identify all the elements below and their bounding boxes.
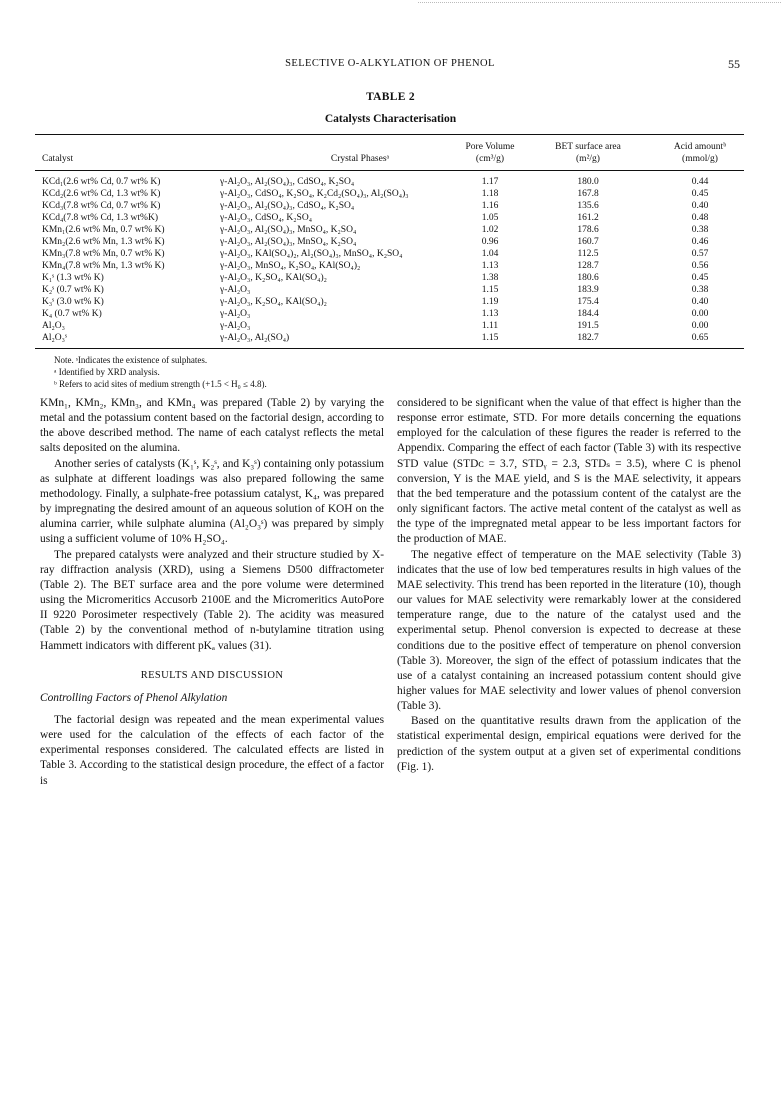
cell-crystal-phases: γ-Al₂O₃, Al₂(SO₄)₃, CdSO₄, K₂SO₄: [220, 177, 355, 187]
cell-pore-volume: 1.05: [481, 213, 499, 223]
paragraph: KMn₁, KMn₂, KMn₃, and KMn₄ was prepared (Table 2) by varying the metal and the potassium content based on the factorial design, according to the above described method. The name of each catalyst reflects the metal salts deposited on the alumina.: [40, 397, 384, 455]
page-header: [40, 58, 740, 74]
cell-pore-volume: 1.17: [481, 177, 499, 187]
section-heading: RESULTS AND DISCUSSION: [140, 669, 284, 681]
cell-bet: 180.6: [577, 273, 599, 283]
paragraph: The prepared catalysts were analyzed and their structure studied by X-ray diffraction analysis (XRD), using a Siemens D500 diffractometer (Table 2). The BET surface area and the pore volume were determined using the Micromeritics Accusorb 2100E and the Micromeritics AutoPore II 9220 Porosimeter respectively (Table 2). The acidity was measured (Table 2) by the conventional method of n-butylamine titration using Hammett indicators with different pKₐ values (31).: [40, 548, 384, 652]
cell-acid: 0.40: [691, 297, 709, 307]
cell-bet: 182.7: [577, 333, 599, 343]
table-caption: Catalysts Characterisation: [324, 113, 457, 125]
cell-crystal-phases: γ-Al₂O₃, K₂SO₄, KAl(SO₄)₂: [220, 297, 327, 307]
cell-bet: 180.0: [577, 177, 599, 187]
header-acid-amount: [660, 141, 740, 165]
cell-bet: 178.6: [577, 225, 599, 235]
table-row: [0, 332, 781, 344]
cell-catalyst: Al₂O₃: [42, 321, 65, 331]
cell-catalyst: KMn₃(7.8 wt% Mn, 0.7 wt% K): [42, 249, 165, 259]
left-column: [40, 396, 384, 789]
cell-acid: 0.56: [691, 261, 709, 271]
cell-acid: 0.38: [691, 285, 709, 295]
table-top-rule: [35, 134, 744, 135]
paragraph: The negative effect of temperature on the MAE selectivity (Table 3) indicates that the use of low bed temperatures results in high values of the MAE selectivity. This trend has been reported in the literature (10), though our values for MAE selectivity were remarkably lower at the considered temperature range, due to the nature of the catalyst used and the experimental setup. Phenol conversion is expected to decrease at these conditions due to the positive effect of temperature on phenol conversion (Table 3). Moreover, the sign of the effect of potassium indicates that the use of a catalyst containing an increased potassium content should give higher values for MAE selectivity and lower values of phenol conversion (Table 3).: [397, 548, 741, 713]
cell-crystal-phases: γ-Al₂O₃: [220, 321, 251, 331]
cell-pore-volume: 1.13: [481, 261, 499, 271]
cell-pore-volume: 1.15: [481, 333, 499, 343]
paragraph: The factorial design was repeated and the mean experimental values were used for the calculation of the effects of each factor of the experimental responses considered. The calculated effects are listed in Table 3. According to the statistical design procedure, the effect of a factor is: [40, 713, 384, 787]
cell-acid: 0.46: [691, 237, 709, 247]
cell-catalyst: KMn₁(2.6 wt% Mn, 0.7 wt% K): [42, 225, 165, 235]
table-note: ᵇ Refers to acid sites of medium strength (+1.5 < H₀ ≤ 4.8).: [54, 379, 267, 389]
cell-bet: 161.2: [577, 213, 599, 223]
cell-catalyst: K₁ˢ (1.3 wt% K): [42, 273, 104, 283]
cell-bet: 184.4: [577, 309, 599, 319]
header-acid-line2: (mmol/g): [682, 154, 718, 164]
header-pore-volume-line2: (cm³/g): [475, 154, 505, 164]
cell-bet: 112.5: [577, 249, 599, 259]
cell-catalyst: K₃ˢ (3.0 wt% K): [42, 297, 104, 307]
cell-acid: 0.44: [691, 177, 709, 187]
cell-bet: 183.9: [577, 285, 599, 295]
cell-bet: 191.5: [577, 321, 599, 331]
table-row: [0, 248, 781, 260]
cell-bet: 160.7: [577, 237, 599, 247]
cell-crystal-phases: γ-Al₂O₃, CdSO₄, K₂SO₄, K₂Cd₂(SO₄)₃, Al₂(SO₄)₃: [220, 189, 409, 199]
cell-catalyst: KCd₃(7.8 wt% Cd, 0.7 wt% K): [42, 201, 161, 211]
cell-bet: 167.8: [577, 189, 599, 199]
cell-bet: 128.7: [577, 261, 599, 271]
paragraph: Based on the quantitative results drawn from the application of the statistical experimental design, empirical equations were derived for the prediction of the system output at a given set of experimental conditions (Fig. 1).: [397, 715, 741, 773]
cell-crystal-phases: γ-Al₂O₃, CdSO₄, K₂SO₄: [220, 213, 313, 223]
table-row: [0, 176, 781, 188]
header-pore-volume: [455, 141, 525, 165]
cell-crystal-phases: γ-Al₂O₃: [220, 285, 251, 295]
cell-bet: 135.6: [577, 201, 599, 211]
header-crystal-phases: Crystal Phasesᵃ: [330, 154, 390, 164]
table-note: Note. ˢIndicates the existence of sulphates.: [54, 355, 208, 365]
table-label: TABLE 2: [366, 91, 415, 103]
table-row: [0, 260, 781, 272]
cell-crystal-phases: γ-Al₂O₃, Al₂(SO₄)₃, CdSO₄, K₂SO₄: [220, 201, 355, 211]
cell-pore-volume: 1.13: [481, 309, 499, 319]
table-row: [0, 224, 781, 236]
table-row: [0, 200, 781, 212]
running-title: SELECTIVE O-ALKYLATION OF PHENOL: [285, 58, 495, 69]
cell-pore-volume: 1.18: [481, 189, 499, 199]
cell-pore-volume: 1.04: [481, 249, 499, 259]
paragraph: Another series of catalysts (K₁ˢ, K₂ˢ, and K₃ˢ) containing only potassium as sulphate at different loadings was also prepared following the same methodology. Finally, a sulphate-free potassium catalyst, K₄, was prepared by impregnating the desired amount of an aqueous solution of KOH on the alumina carrier, while sulphate alumina (Al₂O₃ˢ) was prepared by simply using a sufficient volume of 10% H₂SO₄.: [40, 457, 384, 546]
cell-acid: 0.45: [691, 189, 709, 199]
table-row: [0, 236, 781, 248]
cell-pore-volume: 1.16: [481, 201, 499, 211]
table-row: [0, 272, 781, 284]
cell-catalyst: KCd₁(2.6 wt% Cd, 0.7 wt% K): [42, 177, 161, 187]
cell-catalyst: K₂ˢ (0.7 wt% K): [42, 285, 104, 295]
cell-crystal-phases: γ-Al₂O₃, Al₂(SO₄)₃, MnSO₄, K₂SO₄: [220, 225, 357, 235]
table-notes: [54, 354, 267, 390]
cell-acid: 0.65: [691, 333, 709, 343]
cell-acid: 0.57: [691, 249, 709, 259]
cell-catalyst: KMn₄(7.8 wt% Mn, 1.3 wt% K): [42, 261, 165, 271]
cell-catalyst: Al₂O₃ˢ: [42, 333, 68, 343]
cell-pore-volume: 0.96: [481, 237, 499, 247]
cell-crystal-phases: γ-Al₂O₃, KAl(SO₄)₂, Al₂(SO₄)₃, MnSO₄, K₂SO₄: [220, 249, 403, 259]
cell-crystal-phases: γ-Al₂O₃, K₂SO₄, KAl(SO₄)₂: [220, 273, 327, 283]
subsection-heading: Controlling Factors of Phenol Alkylation: [40, 691, 228, 704]
cell-pore-volume: 1.19: [481, 297, 499, 307]
cell-catalyst: KMn₂(2.6 wt% Mn, 1.3 wt% K): [42, 237, 165, 247]
header-bet-line2: (m²/g): [576, 154, 600, 164]
table-note: ᵃ Identified by XRD analysis.: [54, 367, 160, 377]
cell-catalyst: KCd₄(7.8 wt% Cd, 1.3 wt%K): [42, 213, 158, 223]
cell-crystal-phases: γ-Al₂O₃, MnSO₄, K₂SO₄, KAl(SO₄)₂: [220, 261, 361, 271]
page-number: 55: [728, 57, 740, 71]
paragraph: considered to be significant when the value of that effect is higher than the response error estimate, STD. For more details concerning the equations employed for the calculation of these figures the reader is referred to the Appendix. Comparing the effect of each factor (Table 3) with its respective STD value (STDᴄ = 3.7, STDᵧ = 2.3, STDₛ = 3.5), where C is phenol conversion, Y is the MAE yield, and S is the MAE selectivity, it appears that the bed temperature and the potassium content of the catalyst are the only significant factors. The active metal content of the catalyst as well as the type of the impregnated metal appear to be less important factors for the production of MAE.: [397, 397, 741, 546]
cell-pore-volume: 1.38: [481, 273, 499, 283]
top-dotted-rule: [418, 2, 781, 3]
cell-crystal-phases: γ-Al₂O₃: [220, 309, 251, 319]
cell-acid: 0.40: [691, 201, 709, 211]
cell-catalyst: KCd₂(2.6 wt% Cd, 1.3 wt% K): [42, 189, 161, 199]
cell-acid: 0.00: [691, 309, 709, 319]
cell-catalyst: K₄ (0.7 wt% K): [42, 309, 102, 319]
cell-acid: 0.45: [691, 273, 709, 283]
table-row: [0, 320, 781, 332]
header-acid-line1: Acid amountᵇ: [673, 142, 727, 152]
table-header-rule: [35, 170, 744, 171]
header-catalyst: Catalyst: [42, 154, 74, 164]
cell-pore-volume: 1.15: [481, 285, 499, 295]
table-row: [0, 188, 781, 200]
table-row: [0, 212, 781, 224]
cell-acid: 0.48: [691, 213, 709, 223]
table-row: [0, 308, 781, 320]
cell-crystal-phases: γ-Al₂O₃, Al₂(SO₄)₃, MnSO₄, K₂SO₄: [220, 237, 357, 247]
right-column: [397, 396, 741, 775]
header-bet-surface-area: [543, 141, 633, 165]
header-pore-volume-line1: Pore Volume: [465, 142, 515, 152]
cell-bet: 175.4: [577, 297, 599, 307]
cell-acid: 0.00: [691, 321, 709, 331]
cell-pore-volume: 1.11: [481, 321, 499, 331]
table-row: [0, 296, 781, 308]
table-bottom-rule: [35, 348, 744, 349]
header-bet-line1: BET surface area: [555, 142, 621, 152]
cell-crystal-phases: γ-Al₂O₃, Al₂(SO₄): [220, 333, 290, 343]
table-row: [0, 284, 781, 296]
cell-acid: 0.38: [691, 225, 709, 235]
cell-pore-volume: 1.02: [481, 225, 499, 235]
